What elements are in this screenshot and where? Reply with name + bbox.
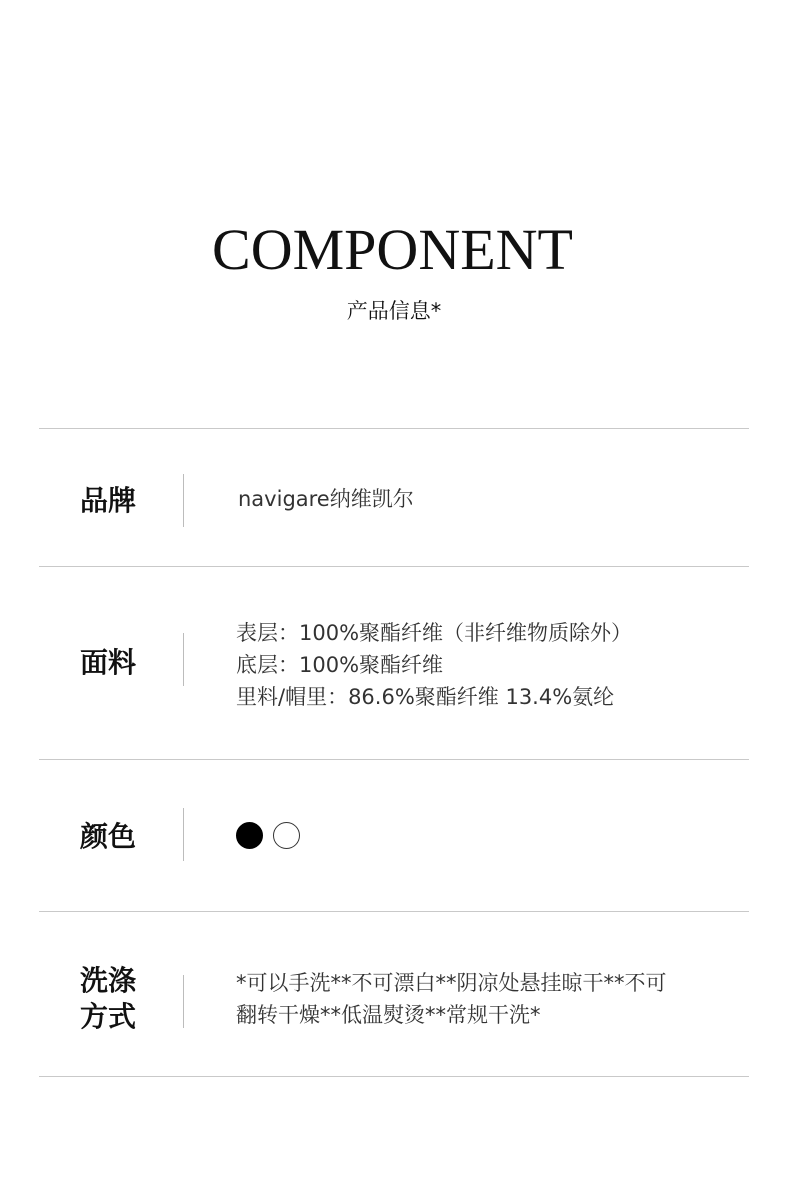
- divider: [39, 759, 749, 760]
- divider: [39, 428, 749, 429]
- brand-value: navigare纳维凯尔: [238, 487, 414, 511]
- divider: [39, 566, 749, 567]
- care-label-line2: 方式: [80, 1000, 137, 1033]
- care-label-line1: 洗涤: [80, 964, 137, 997]
- fabric-line-base: 底层：100%聚酯纤维: [236, 653, 444, 677]
- color-swatch-white: [273, 822, 300, 849]
- fabric-line-lining: 里料/帽里：86.6%聚酯纤维 13.4%氨纶: [236, 685, 615, 709]
- row-separator: [183, 808, 184, 861]
- color-swatch-black: [236, 822, 263, 849]
- care-line-1: *可以手洗**不可漂白**阴凉处悬挂晾干**不可: [236, 971, 667, 995]
- divider: [39, 911, 749, 912]
- color-label: 颜色: [80, 820, 137, 853]
- care-line-2: 翻转干燥**低温熨烫**常规干洗*: [236, 1003, 541, 1027]
- page-subtitle: 产品信息*: [346, 299, 442, 323]
- row-separator: [183, 474, 184, 527]
- row-separator: [183, 975, 184, 1028]
- divider: [39, 1076, 749, 1077]
- page-title: COMPONENT: [212, 217, 573, 282]
- fabric-label: 面料: [80, 646, 137, 679]
- fabric-line-surface: 表层：100%聚酯纤维（非纤维物质除外）: [236, 621, 633, 645]
- row-separator: [183, 633, 184, 686]
- brand-label: 品牌: [80, 484, 137, 517]
